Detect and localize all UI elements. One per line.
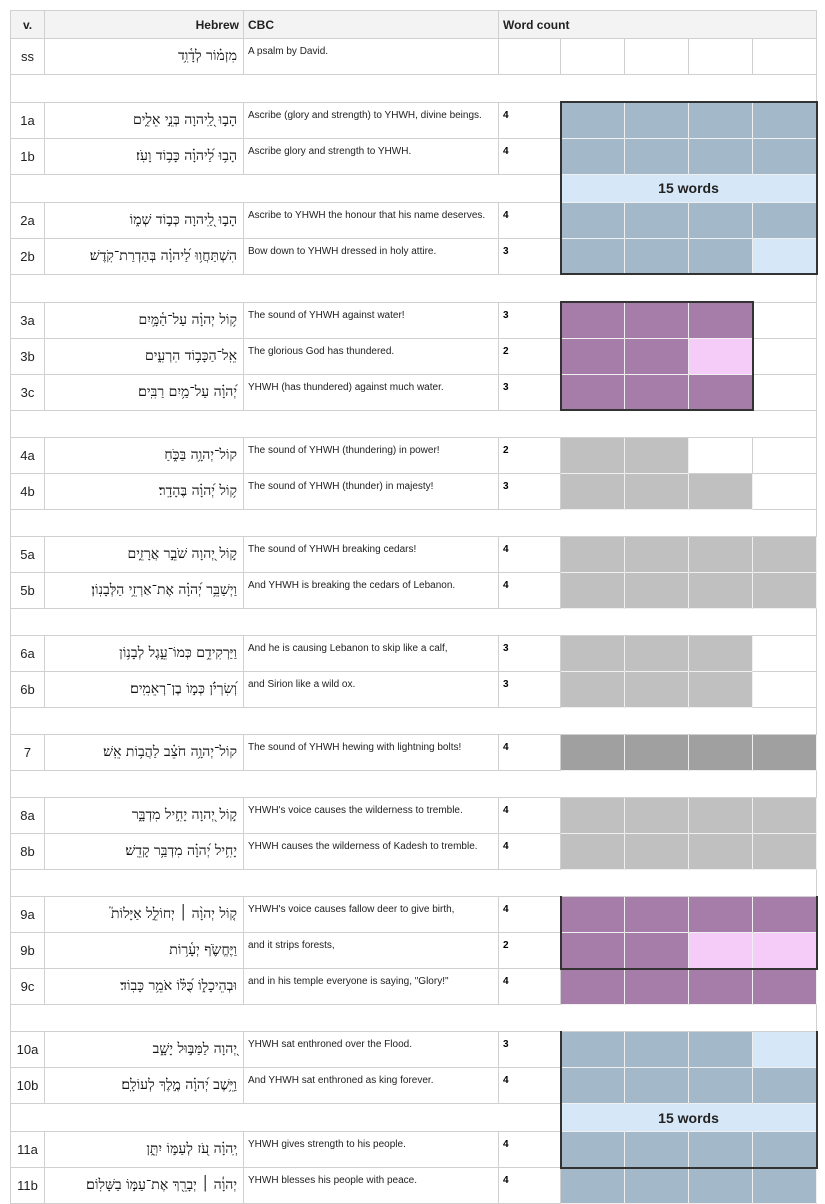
word-count-cell	[753, 1132, 817, 1168]
cbc-translation: The sound of YHWH against water!	[244, 302, 499, 338]
verse-number: 2a	[11, 202, 45, 238]
word-count-cell	[753, 735, 817, 771]
word-count: 4	[499, 897, 561, 933]
verse-number: 3b	[11, 338, 45, 374]
spacer-row	[11, 870, 817, 897]
word-count-cell	[753, 474, 817, 510]
hebrew-text: יְֽהוָ֗ה עֹ֭ז לְעַמּ֣וֹ יִתֵּ֑ן	[45, 1132, 244, 1168]
hebrew-text: קוֹל־יְהוָ֥ה בַּכֹּ֑חַ	[45, 438, 244, 474]
word-count-cell	[625, 834, 689, 870]
word-count-cell	[561, 338, 625, 374]
spacer-cell	[11, 771, 817, 798]
word-count: 2	[499, 933, 561, 969]
word-count-cell	[753, 338, 817, 374]
word-count-cell	[689, 969, 753, 1005]
word-count: 2	[499, 338, 561, 374]
word-count-cell	[625, 338, 689, 374]
word-count-cell	[753, 636, 817, 672]
word-count-cell	[753, 39, 817, 75]
word-count: 3	[499, 302, 561, 338]
word-count-cell	[561, 302, 625, 338]
verse-row	[11, 1068, 817, 1104]
word-count-cell	[689, 102, 753, 138]
word-count-cell	[561, 238, 625, 274]
word-count-cell	[561, 672, 625, 708]
cbc-translation: Ascribe (glory and strength) to YHWH, divine beings.	[244, 102, 499, 138]
verse-number: 1a	[11, 102, 45, 138]
cbc-translation: The sound of YHWH (thunder) in majesty!	[244, 474, 499, 510]
hebrew-text: וּבְהֵיכָל֑וֹ כֻּ֝לּ֗וֹ אֹמֵ֥ר כָּבֽוֹד׃	[45, 969, 244, 1005]
verse-number: ss	[11, 39, 45, 75]
verse-row	[11, 1132, 817, 1168]
cbc-translation: The sound of YHWH hewing with lightning bolts!	[244, 735, 499, 771]
hebrew-text: קוֹל־יְהוָ֥ה חֹצֵ֗ב לַהֲב֥וֹת אֵֽשׁ׃	[45, 735, 244, 771]
cbc-translation: Bow down to YHWH dressed in holy attire.	[244, 238, 499, 274]
cbc-translation: A psalm by David.	[244, 39, 499, 75]
word-count-cell	[689, 1132, 753, 1168]
word-count-cell	[625, 933, 689, 969]
verse-number: 9c	[11, 969, 45, 1005]
word-count-cell	[625, 102, 689, 138]
verse-number: 4a	[11, 438, 45, 474]
verse-number: 3c	[11, 374, 45, 410]
word-count-cell	[561, 474, 625, 510]
verse-row	[11, 39, 817, 75]
summary-spacer	[11, 174, 561, 202]
word-count: 3	[499, 1032, 561, 1068]
word-count-cell	[561, 202, 625, 238]
verse-number: 10b	[11, 1068, 45, 1104]
verse-number: 3a	[11, 302, 45, 338]
word-count-cell	[689, 834, 753, 870]
word-count-cell	[625, 537, 689, 573]
verse-row	[11, 438, 817, 474]
header-hebrew: Hebrew	[45, 11, 244, 39]
spacer-row	[11, 771, 817, 798]
word-count-cell	[625, 374, 689, 410]
word-count-cell	[753, 537, 817, 573]
word-count-cell	[625, 969, 689, 1005]
word-count-cell	[561, 933, 625, 969]
cbc-translation: and it strips forests,	[244, 933, 499, 969]
word-count: 3	[499, 474, 561, 510]
summary-row	[11, 1104, 817, 1132]
cbc-translation: The sound of YHWH breaking cedars!	[244, 537, 499, 573]
verse-row	[11, 138, 817, 174]
word-count-cell	[561, 573, 625, 609]
psalm-word-count-table	[10, 10, 818, 1204]
word-count-cell	[561, 374, 625, 410]
word-count-cell	[625, 39, 689, 75]
word-count-cell	[561, 834, 625, 870]
verse-row	[11, 1032, 817, 1068]
word-count-cell	[689, 672, 753, 708]
word-count-cell	[561, 1132, 625, 1168]
word-count-cell	[625, 138, 689, 174]
verse-row	[11, 338, 817, 374]
word-count: 3	[499, 672, 561, 708]
word-count-cell	[561, 735, 625, 771]
word-count-cell	[753, 138, 817, 174]
word-count-cell	[561, 1068, 625, 1104]
word-count-cell	[625, 1068, 689, 1104]
verse-number: 9a	[11, 897, 45, 933]
word-count: 4	[499, 537, 561, 573]
spacer-cell	[11, 274, 817, 302]
word-count-cell	[689, 1068, 753, 1104]
word-count: 3	[499, 374, 561, 410]
cbc-translation: YHWH sat enthroned over the Flood.	[244, 1032, 499, 1068]
verse-row	[11, 573, 817, 609]
cbc-translation: And YHWH sat enthroned as king forever.	[244, 1068, 499, 1104]
word-count-cell	[561, 1168, 625, 1204]
word-count-cell	[753, 202, 817, 238]
word-count: 4	[499, 202, 561, 238]
cbc-translation: And he is causing Lebanon to skip like a calf,	[244, 636, 499, 672]
summary-word-total: 15 words	[561, 174, 817, 202]
verse-number: 2b	[11, 238, 45, 274]
word-count-cell	[753, 1068, 817, 1104]
word-count-cell	[689, 238, 753, 274]
word-count-cell	[689, 202, 753, 238]
word-count-cell	[689, 897, 753, 933]
word-count-cell	[689, 39, 753, 75]
spacer-row	[11, 1005, 817, 1032]
cbc-translation: YHWH causes the wilderness of Kadesh to tremble.	[244, 834, 499, 870]
header-word-count: Word count	[499, 11, 817, 39]
word-count-cell	[561, 438, 625, 474]
cbc-translation: YHWH blesses his people with peace.	[244, 1168, 499, 1204]
hebrew-text: מִזְמ֗וֹר לְדָ֫וִ֥ד	[45, 39, 244, 75]
word-count-cell	[753, 969, 817, 1005]
cbc-translation: YHWH (has thundered) against much water.	[244, 374, 499, 410]
word-count-cell	[625, 1032, 689, 1068]
cbc-translation: YHWH's voice causes fallow deer to give birth,	[244, 897, 499, 933]
header-row	[11, 11, 817, 39]
word-count-cell	[625, 897, 689, 933]
word-count-cell	[689, 138, 753, 174]
hebrew-text: יְ֭הוָה לַמַּבּ֣וּל יָשָׁ֑ב	[45, 1032, 244, 1068]
word-count	[499, 39, 561, 75]
word-count-cell	[625, 573, 689, 609]
spacer-cell	[11, 75, 817, 103]
word-count: 4	[499, 102, 561, 138]
word-count-cell	[689, 798, 753, 834]
verse-row	[11, 374, 817, 410]
word-count-cell	[753, 374, 817, 410]
word-count-cell	[625, 735, 689, 771]
word-count-cell	[625, 302, 689, 338]
verse-row	[11, 1168, 817, 1204]
word-count-cell	[561, 969, 625, 1005]
verse-number: 1b	[11, 138, 45, 174]
word-count-cell	[753, 1168, 817, 1204]
spacer-cell	[11, 609, 817, 636]
word-count-cell	[561, 1032, 625, 1068]
spacer-row	[11, 410, 817, 438]
word-count-cell	[689, 1032, 753, 1068]
verse-number: 11a	[11, 1132, 45, 1168]
cbc-translation: The sound of YHWH (thundering) in power!	[244, 438, 499, 474]
hebrew-text: ק֥וֹל יְ֝הוָ֗ה בֶּהָדָֽר׃	[45, 474, 244, 510]
word-count-cell	[753, 302, 817, 338]
spacer-cell	[11, 708, 817, 735]
word-count-cell	[561, 102, 625, 138]
verse-number: 5a	[11, 537, 45, 573]
spacer-row	[11, 609, 817, 636]
cbc-translation: YHWH gives strength to his people.	[244, 1132, 499, 1168]
verse-row	[11, 933, 817, 969]
word-count-cell	[689, 933, 753, 969]
hebrew-text: הָב֣וּ לַֽ֭יהוָה בְּנֵ֣י אֵלִ֑ים	[45, 102, 244, 138]
hebrew-text: הִשְׁתַּחֲו֥וּ לַ֝יהוָ֗ה בְּהַדְרַת־קֹֽדֶשׁ׃	[45, 238, 244, 274]
hebrew-text: יְ֝הוָ֗ה עַל־מַ֥יִם רַבִּֽים׃	[45, 374, 244, 410]
spacer-row	[11, 510, 817, 537]
hebrew-text: הָב֥וּ לַ֝יהוָ֗ה כָּב֥וֹד וָעֹֽז׃	[45, 138, 244, 174]
word-count: 4	[499, 138, 561, 174]
summary-row	[11, 174, 817, 202]
verse-number: 8b	[11, 834, 45, 870]
verse-number: 8a	[11, 798, 45, 834]
word-count-cell	[753, 798, 817, 834]
word-count-cell	[689, 338, 753, 374]
cbc-translation: and Sirion like a wild ox.	[244, 672, 499, 708]
verse-number: 10a	[11, 1032, 45, 1068]
verse-number: 5b	[11, 573, 45, 609]
spacer-cell	[11, 410, 817, 438]
word-count-cell	[753, 438, 817, 474]
word-count-cell	[689, 573, 753, 609]
hebrew-text: יָחִ֥יל יְ֝הוָ֗ה מִדְבַּ֥ר קָדֵֽשׁ׃	[45, 834, 244, 870]
word-count: 3	[499, 238, 561, 274]
word-count: 4	[499, 1068, 561, 1104]
word-count: 3	[499, 636, 561, 672]
word-count-cell	[753, 897, 817, 933]
hebrew-text: וַיֵּ֥שֶׁב יְ֝הוָ֗ה מֶ֣לֶךְ לְעוֹלָֽם׃	[45, 1068, 244, 1104]
word-count-cell	[689, 735, 753, 771]
hebrew-text: ק֣וֹל יְ֭הוָה שֹׁבֵ֣ר אֲרָזִ֑ים	[45, 537, 244, 573]
cbc-translation: Ascribe to YHWH the honour that his name deserves.	[244, 202, 499, 238]
word-count-cell	[689, 537, 753, 573]
word-count: 2	[499, 438, 561, 474]
cbc-translation: The glorious God has thundered.	[244, 338, 499, 374]
verse-row	[11, 897, 817, 933]
word-count-cell	[753, 1032, 817, 1068]
word-count-cell	[625, 474, 689, 510]
verse-row	[11, 798, 817, 834]
word-count-cell	[561, 138, 625, 174]
hebrew-text: ק֤וֹל יְהוָ֨ה ׀ יְחוֹלֵ֣ל אַיָּלוֹת֮	[45, 897, 244, 933]
spacer-row	[11, 708, 817, 735]
verse-row	[11, 302, 817, 338]
word-count-cell	[625, 1168, 689, 1204]
hebrew-text: הָב֣וּ לַֽ֭יהוָה כְּב֣וֹד שְׁמ֑וֹ	[45, 202, 244, 238]
word-count: 4	[499, 798, 561, 834]
cbc-translation: YHWH's voice causes the wilderness to tremble.	[244, 798, 499, 834]
word-count-cell	[625, 672, 689, 708]
word-count-cell	[625, 798, 689, 834]
word-count-cell	[689, 474, 753, 510]
word-count-cell	[561, 636, 625, 672]
verse-row	[11, 969, 817, 1005]
verse-row	[11, 474, 817, 510]
word-count-cell	[753, 573, 817, 609]
cbc-translation: and in his temple everyone is saying, "Glory!"	[244, 969, 499, 1005]
summary-spacer	[11, 1104, 561, 1132]
verse-number: 9b	[11, 933, 45, 969]
word-count-cell	[561, 798, 625, 834]
word-count-cell	[689, 1168, 753, 1204]
hebrew-text: ק֣וֹל יְ֭הוָה יָחִ֣יל מִדְבָּ֑ר	[45, 798, 244, 834]
verse-row	[11, 672, 817, 708]
word-count-cell	[689, 438, 753, 474]
word-count-cell	[689, 636, 753, 672]
word-count-cell	[625, 636, 689, 672]
verse-row	[11, 238, 817, 274]
word-count: 4	[499, 1132, 561, 1168]
verse-row	[11, 202, 817, 238]
verse-number: 6a	[11, 636, 45, 672]
hebrew-text: ק֥וֹל יְהוָ֗ה עַל־הַ֫מָּ֥יִם	[45, 302, 244, 338]
word-count: 4	[499, 834, 561, 870]
hebrew-text: וְ֝שִׂרְיֹ֗ן כְּמ֣וֹ בֶן־רְאֵמִֽים׃	[45, 672, 244, 708]
word-count: 4	[499, 969, 561, 1005]
word-count-cell	[753, 672, 817, 708]
cbc-translation: And YHWH is breaking the cedars of Lebanon.	[244, 573, 499, 609]
word-count-cell	[561, 897, 625, 933]
verse-number: 6b	[11, 672, 45, 708]
hebrew-text: וַיַּרְקִידֵ֥ם כְּמוֹ־עֵ֑גֶל לְבָנ֥וֹן	[45, 636, 244, 672]
spacer-row	[11, 75, 817, 103]
word-count-cell	[753, 933, 817, 969]
verse-row	[11, 735, 817, 771]
spacer-cell	[11, 870, 817, 897]
word-count-cell	[625, 438, 689, 474]
word-count: 4	[499, 735, 561, 771]
spacer-row	[11, 274, 817, 302]
word-count-cell	[561, 39, 625, 75]
word-count-cell	[753, 238, 817, 274]
header-verse: v.	[11, 11, 45, 39]
word-count-cell	[561, 537, 625, 573]
word-count-cell	[689, 374, 753, 410]
word-count-cell	[689, 302, 753, 338]
hebrew-text: אֵֽל־הַכָּב֥וֹד הִרְעִ֑ים	[45, 338, 244, 374]
word-count: 4	[499, 573, 561, 609]
summary-word-total: 15 words	[561, 1104, 817, 1132]
word-count-cell	[753, 102, 817, 138]
word-count: 4	[499, 1168, 561, 1204]
spacer-cell	[11, 1005, 817, 1032]
verse-row	[11, 834, 817, 870]
verse-row	[11, 102, 817, 138]
word-count-cell	[625, 1132, 689, 1168]
word-count-cell	[625, 202, 689, 238]
header-cbc: CBC	[244, 11, 499, 39]
word-count-cell	[625, 238, 689, 274]
cbc-translation: Ascribe glory and strength to YHWH.	[244, 138, 499, 174]
verse-row	[11, 537, 817, 573]
hebrew-text: יְהוָ֓ה ׀ יְבָרֵ֖ךְ אֶת־עַמּ֣וֹ בַשָּׁלֽוֹם׃	[45, 1168, 244, 1204]
hebrew-text: וַיְשַׁבֵּ֥ר יְ֝הוָ֗ה אֶת־אַרְזֵ֥י הַלְּבָנֽוֹן׃	[45, 573, 244, 609]
verse-row	[11, 636, 817, 672]
verse-number: 4b	[11, 474, 45, 510]
word-count-cell	[753, 834, 817, 870]
hebrew-text: וַיֶּחֱשֹׂ֪ף יְעָ֫ר֥וֹת	[45, 933, 244, 969]
verse-number: 11b	[11, 1168, 45, 1204]
spacer-cell	[11, 510, 817, 537]
verse-number: 7	[11, 735, 45, 771]
